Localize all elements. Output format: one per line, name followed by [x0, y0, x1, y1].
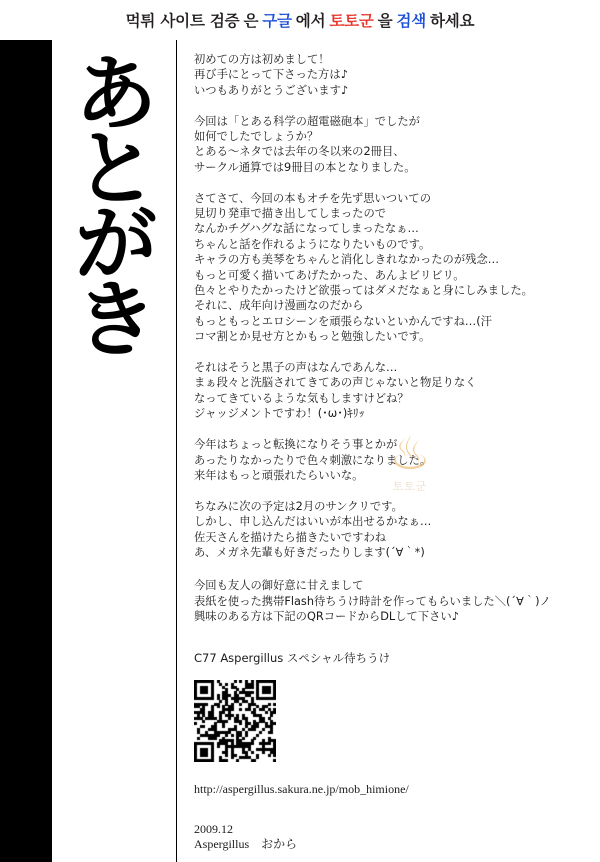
banner-segment-3: 에서 [295, 12, 326, 30]
title-char-3: き [74, 272, 157, 368]
banner-segment-6: 검색 [396, 12, 426, 30]
title-char-1: と [74, 122, 157, 218]
banner-segment-2: 구글 [262, 12, 292, 30]
flash-credit-line: C77 Aspergillus スペシャル待ちうけ [194, 651, 391, 665]
colophon-date: 2009.12 [194, 822, 233, 836]
page-title-vertical [60, 47, 172, 368]
text-line: 今回も友人の御好意に甘えまして [194, 579, 364, 593]
text-line: ちゃんと話を作れるようになりたいものです。 [194, 237, 431, 251]
banner-segment-0: 먹튀 사이트 검증 [125, 12, 240, 30]
watermark-symbol: ♨ [389, 426, 431, 480]
text-line: ジャッジメントですわ！(･ω･)ｷﾘｯ [194, 407, 365, 421]
banner-segment-1: 은 [243, 12, 259, 30]
text-line: 佐天さんを描けたら描きたいですわね [194, 530, 387, 544]
text-line: いつもありがとうございます♪ [194, 83, 349, 97]
text-line: それに、成年向け漫画なのだから [194, 299, 364, 313]
text-line: 表紙を使った携帯Flash待ちうけ時計を作ってもらいました＼(´∀｀)ノ [194, 594, 551, 608]
banner-segment-4: 토토군 [329, 12, 374, 30]
text-line: しかし、申し込んだはいいが本出せるかなぁ… [194, 515, 432, 529]
document-page [0, 40, 600, 862]
paragraph [194, 360, 586, 422]
text-line: 見切り発車で描き出してしまったので [194, 207, 387, 221]
text-line: なんかチグハグな話になってしまったなぁ… [194, 222, 419, 236]
text-line: 来年はもっと頑張れたらいいな。 [194, 468, 364, 482]
banner-segment-5: 을 [377, 12, 393, 30]
text-line: まぁ段々と洗脳されてきてあの声じゃないと物足りなく [194, 376, 477, 390]
watermark-label: 토토군 [392, 480, 428, 493]
text-line: 今年はちょっと転換になりそう事とかが [194, 438, 398, 452]
text-line: 今回は「とある科学の超電磁砲本」でしたが [194, 114, 420, 128]
promo-banner [0, 0, 600, 40]
paragraph [194, 578, 586, 624]
banner-segment-7: 하세요 [430, 12, 475, 30]
text-line: コマ割とか見せ方とかもっと勉強したいです。 [194, 330, 431, 344]
text-line: もっともっとエロシーンを頑張らないといかんですね…(汗 [194, 314, 492, 328]
text-line: とある〜ネタでは去年の冬以来の2冊目、 [194, 145, 405, 159]
text-line: 再び手にとって下さった方は♪ [194, 68, 348, 82]
text-line: もっと可愛く描いてあげたかった、あんよビリビリ。 [194, 268, 465, 282]
paragraph [194, 437, 586, 483]
text-line: 色々とやりたかったけど欲張ってはダメだなぁと身にしみました。 [194, 284, 533, 298]
text-line: 如何でしたでしょうか？ [194, 130, 319, 144]
colophon [194, 822, 297, 852]
paragraph [194, 114, 586, 176]
qr-code-canvas [194, 680, 276, 762]
paragraph [194, 191, 586, 345]
text-line: それはそうと黒子の声はなんであんな… [194, 361, 398, 375]
colophon-circle: Aspergillus おから [194, 837, 298, 851]
text-line: 興味のある方は下記のQRコードからDLして下さい♪ [194, 610, 459, 624]
vertical-divider-rule [176, 40, 177, 862]
qr-code[interactable] [194, 680, 276, 762]
text-line: キャラの方も美琴をちゃんと消化しきれなかったのが残念… [194, 253, 500, 267]
site-url[interactable]: http://aspergillus.sakura.ne.jp/mob_himione/ [194, 782, 409, 796]
title-char-0: あ [74, 47, 157, 142]
afterword-body [194, 52, 586, 640]
text-line: サークル通算では9冊目の本となりました。 [194, 160, 416, 174]
left-black-band [0, 40, 52, 862]
text-line: さてさて、今回の本もオチを先ず思いついての [194, 191, 432, 205]
text-line: あ、メガネ先輩も好きだったりします(´∀｀*) [194, 545, 425, 559]
text-line: なってきているような気もしますけどね？ [194, 391, 409, 405]
text-line: ちなみに次の予定は2月のサンクリです。 [194, 499, 403, 513]
title-char-2: が [74, 197, 157, 293]
paragraph [194, 499, 586, 561]
text-line: あったりなかったりで色々刺激になりました。 [194, 453, 432, 467]
paragraph [194, 52, 586, 98]
text-line: 初めての方は初めまして！ [194, 53, 330, 66]
